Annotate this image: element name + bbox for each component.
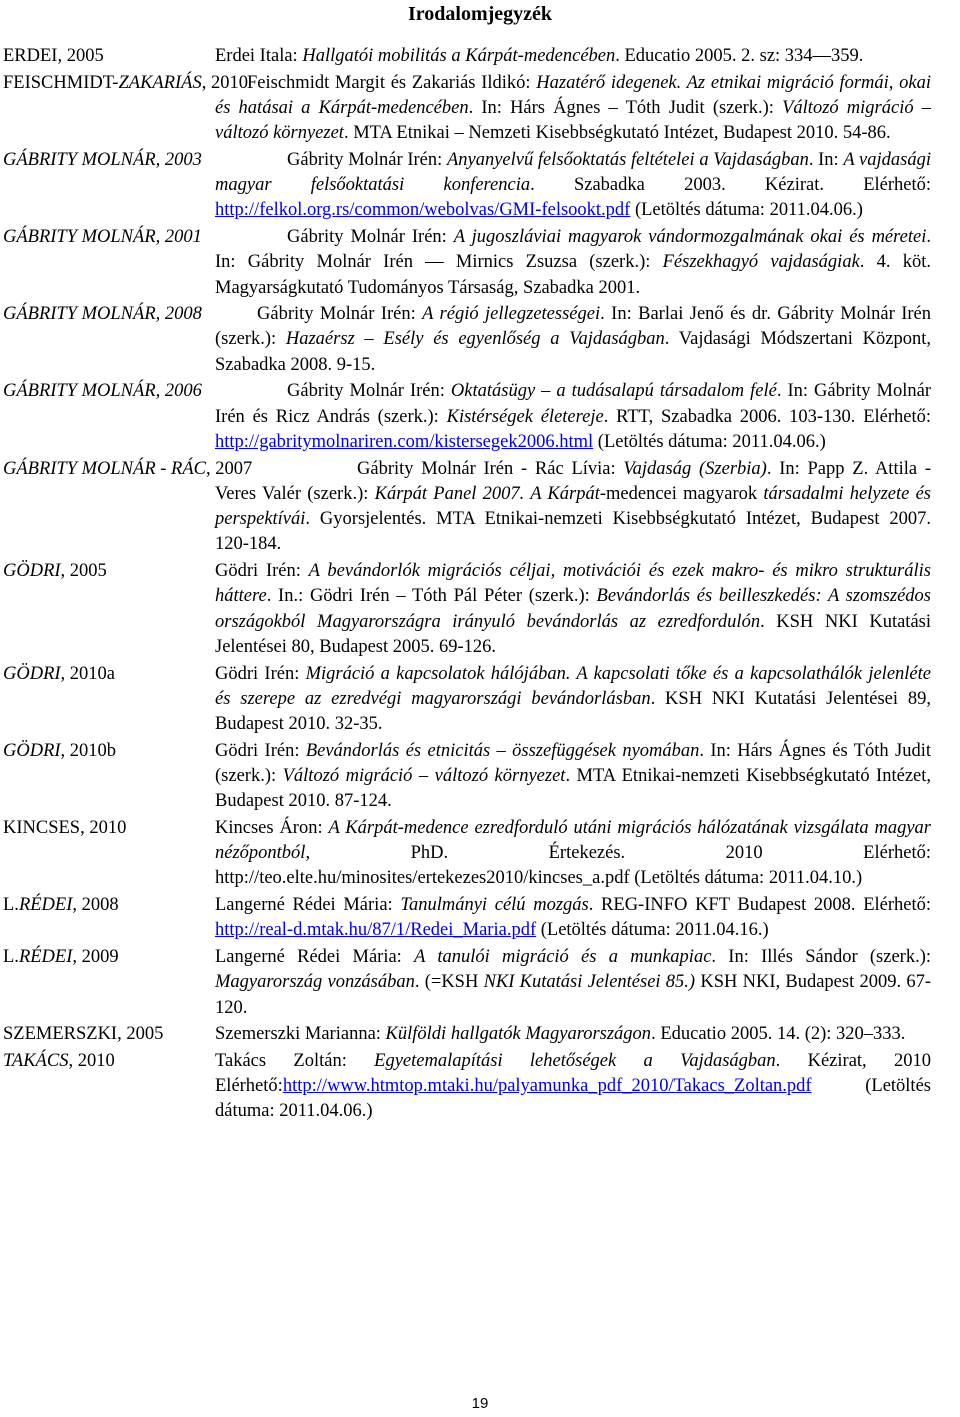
citation-text: (Letöltés dátuma: 2011.04.06.)	[215, 1076, 931, 1122]
entry-citation	[215, 44, 931, 69]
page-title: Irodalomjegyzék	[407, 3, 553, 25]
citation-text: (Letöltés dátuma: 2011.04.06.)	[593, 431, 826, 452]
citation-title: Anyanyelvű felsőoktatás feltételei a Vajdaságban	[446, 149, 809, 170]
entry-key-part: , 2010	[201, 72, 248, 93]
bibliography-entry	[0, 893, 960, 944]
entry-key-part: SZEMERSZKI, 2005	[3, 1024, 164, 1045]
citation-text: Gábrity Molnár Irén:	[257, 304, 423, 325]
citation-text: Szemerszki Marianna:	[215, 1024, 386, 1045]
page-number: 19	[471, 1395, 489, 1412]
citation-link[interactable]: http://real-d.mtak.hu/87/1/Redei_Maria.pdf	[215, 920, 537, 941]
citation-title: Egyetemalapítási lehetőségek a Vajdaságban	[374, 1050, 776, 1071]
citation-title: . A kapcsolati tőke és a kapcsolathálók jelenléte és szerepe az ezredvégi magyarországi bevándorlásban	[215, 663, 931, 709]
citation-text: , PhD. Értekezés. 2010 Elérhető: http://teo.elte.hu/minosites/ertekezes2010/kincses_a.pdf (Letöltés dátuma: 2011.04.10.)	[215, 843, 931, 889]
citation-title: A régió jellegzetességei	[422, 304, 601, 325]
entry-key-part: GÁBRITY MOLNÁR, 2001	[3, 226, 202, 247]
citation-text: Langerné Rédei Mária:	[215, 946, 415, 967]
entry-key	[3, 739, 116, 764]
citation-text: . Kézirat, 2010 Elérhető:	[215, 1050, 931, 1097]
entry-key	[3, 662, 115, 687]
entry-key	[3, 893, 119, 918]
bibliography-entry	[0, 662, 960, 738]
entry-key-part: GÖDRI	[3, 740, 61, 761]
entry-key-part: ERDEI, 2005	[3, 46, 104, 66]
citation-text: . RTT, Szabadka 2006. 103-130. Elérhető:	[603, 406, 931, 427]
citation-text: . (=KSH	[414, 972, 484, 993]
bibliography-entry	[0, 945, 960, 1021]
bibliography-entry	[0, 225, 960, 301]
citation-text: Gábrity Molnár Irén:	[287, 381, 451, 402]
citation-title: A bevándorlók migrációs céljai, motivációi és ezek makro- és mikro strukturális háttere	[215, 561, 931, 607]
citation-title: Változó migráció – változó környezet	[282, 765, 566, 786]
citation-text: Gödri Irén:	[215, 740, 306, 761]
entry-citation	[215, 71, 931, 147]
citation-text: . In: Hárs Ágnes – Tóth Judit (szerk.):	[468, 97, 783, 118]
citation-text: . In: Gábrity Molnár Irén — Mirnics Zsuzsa (szerk.):	[215, 226, 931, 273]
citation-text: . Educatio 2005. 14. (2): 320–333.	[651, 1024, 906, 1045]
citation-link[interactable]: http://www.htmtop.mtaki.hu/palyamunka_pdf_2010/Takacs_Zoltan.pdf	[282, 1076, 812, 1097]
citation-title: Kistérségek életereje	[446, 406, 604, 427]
entry-key-part: L.	[3, 895, 19, 916]
citation-title: társadalmi helyzete és perspektívái	[215, 483, 931, 530]
entry-key-part: GÖDRI	[3, 561, 61, 582]
citation-text: Gábrity Molnár Irén:	[287, 226, 454, 247]
entry-citation	[215, 225, 931, 301]
entry-key-part: KINCSES, 2010	[3, 817, 127, 838]
bibliography-entry	[0, 739, 960, 815]
citation-title: Külföldi hallgatók Magyarországon	[385, 1024, 652, 1045]
bibliography-entry	[0, 457, 960, 558]
citation-title: Változó migráció – változó környezet	[215, 97, 931, 144]
entry-key	[3, 379, 202, 404]
entry-key-part: GÁBRITY MOLNÁR, 2006	[3, 381, 202, 402]
citation-text: Takács Zoltán:	[215, 1050, 375, 1071]
entry-key	[3, 816, 126, 841]
entry-key-part: GÁBRITY MOLNÁR, 2003	[3, 149, 202, 170]
entry-citation	[215, 1049, 931, 1125]
citation-title: Hazaérsz – Esély és egyenlőség a Vajdaságban	[285, 329, 665, 350]
bibliography-entry	[0, 379, 960, 455]
citation-text: . In: Barlai Jenő és dr. Gábrity Molnár Irén (szerk.):	[215, 304, 931, 350]
citation-text: Gödri Irén:	[215, 561, 309, 582]
entry-key	[3, 1022, 163, 1047]
entry-key	[3, 457, 252, 482]
citation-text: (Letöltés dátuma: 2011.04.16.)	[536, 920, 769, 941]
citation-title: Hazatérő idegenek. Az etnikai migráció formái, okai és hatásai a Kárpát-medencében	[215, 72, 931, 118]
bibliography-entry	[0, 302, 960, 378]
bibliography-entry	[0, 1022, 960, 1047]
entry-key-part: , 2010b	[60, 740, 117, 761]
entry-key	[3, 1049, 115, 1074]
citation-text: Gábrity Molnár Irén - Rác Lívia:	[357, 458, 624, 479]
citation-title: A jugoszláviai magyarok vándormozgalmának okai és méretei	[453, 226, 927, 247]
citation-text: . In: Papp Z. Attila - Veres Valér (szerk.):	[215, 458, 931, 504]
entry-key-part: , 2005	[60, 561, 107, 582]
entry-key-part: ZAKARIÁS	[118, 72, 202, 93]
bibliography-entry	[0, 1049, 960, 1125]
entry-key	[3, 302, 202, 327]
bibliography-entry	[0, 71, 960, 147]
citation-text: . Gyorsjelentés. MTA Etnikai-nemzeti Kisebbségkutató Intézet, Budapest 2007. 120-184.	[215, 509, 931, 555]
entry-key-part: RÉDEI	[18, 895, 73, 916]
entry-key-part: GÖDRI	[3, 663, 61, 684]
bibliography-entry	[0, 148, 960, 224]
citation-text: . KSH NKI Kutatási Jelentései 89, Budapest 2010. 32-35.	[215, 688, 931, 735]
entry-citation	[215, 302, 931, 378]
citation-text: . In: Hárs Ágnes és Tóth Judit (szerk.):	[215, 740, 931, 786]
citation-text: . In.: Gödri Irén – Tóth Pál Péter (szerk.):	[266, 586, 597, 607]
citation-text: Langerné Rédei Mária:	[215, 895, 401, 916]
citation-text: . 4. köt. Magyarságkutató Tudományos Társaság, Szabadka 2001.	[215, 252, 931, 298]
citation-title: Bevándorlás és etnicitás – összefüggések nyomában	[305, 740, 700, 761]
entry-citation	[215, 559, 931, 660]
citation-text: . MTA Etnikai-nemzeti Kisebbségkutató Intézet, Budapest 2010. 87-124.	[215, 765, 932, 812]
entry-citation	[215, 945, 931, 1021]
entry-citation	[215, 816, 931, 892]
citation-title: A tanulói migráció és a munkapiac	[414, 946, 712, 967]
citation-text: . Szabadka 2003. Kézirat. Elérhető:	[530, 175, 931, 196]
citation-title: Fészekhagyó vajdaságiak	[662, 252, 860, 273]
citation-text: medencei magyarok	[606, 483, 764, 504]
citation-title: Kárpát Panel 2007. A Kárpát-	[374, 483, 607, 504]
entry-key-part: GÁBRITY MOLNÁR, 2008	[3, 304, 202, 325]
entry-key	[3, 559, 107, 584]
citation-title: Magyarország vonzásában	[215, 972, 415, 993]
entry-citation	[215, 662, 931, 738]
citation-link[interactable]: http://felkol.org.rs/common/webolvas/GMI-felsookt.pdf	[215, 200, 631, 221]
entry-key-part: , 2010a	[60, 663, 116, 684]
entry-key	[3, 44, 104, 69]
entry-citation	[215, 148, 931, 224]
entry-citation	[215, 379, 931, 455]
citation-text: . REG-INFO KFT Budapest 2008. Elérhető:	[588, 895, 932, 916]
entry-key-part: L.	[3, 946, 19, 967]
entry-key-part: , 2008	[72, 895, 119, 916]
citation-title: A Kárpát-medence ezredforduló utáni migrációs hálózatának vizsgálata magyar nézőpontból	[215, 817, 931, 864]
citation-text: Kincses Áron:	[215, 817, 329, 838]
entry-key-part: RÉDEI	[18, 946, 73, 967]
citation-text: . MTA Etnikai – Nemzeti Kisebbségkutató Intézet, Budapest 2010. 54-86.	[343, 123, 891, 144]
entry-key	[3, 225, 202, 250]
entry-citation	[215, 893, 931, 944]
citation-text: . Educatio 2005. 2. sz: 334—359.	[615, 46, 864, 66]
citation-text: Erdei Itala:	[215, 46, 303, 66]
citation-text: Gábrity Molnár Irén:	[287, 149, 447, 170]
citation-title: Migráció a kapcsolatok hálójában	[305, 663, 566, 684]
entry-key-part: , 2007	[205, 458, 253, 479]
citation-title: Vajdaság (Szerbia)	[623, 458, 767, 479]
bibliography-entry	[0, 559, 960, 660]
citation-text: . KSH NKI Kutatási Jelentései 80, Budapest 2005. 69-126.	[215, 611, 931, 657]
entry-citation	[215, 1022, 931, 1047]
citation-text: . Vajdasági Módszertani Központ, Szabadka 2008. 9-15.	[215, 329, 931, 375]
entry-key	[3, 945, 119, 970]
entry-key-part: FEISCHMIDT-	[3, 72, 119, 93]
citation-text: (Letöltés dátuma: 2011.04.06.)	[630, 200, 863, 221]
citation-title: NKI Kutatási Jelentései 85.)	[483, 972, 696, 993]
citation-text: Feischmidt Margit és Zakariás Ildikó:	[247, 72, 537, 93]
citation-link[interactable]: http://gabritymolnariren.com/kistersegek2006.html	[215, 431, 594, 452]
citation-title: Bevándorlás és beilleszkedés: A szomszédos országokból Magyarországra irányuló bevándorlás az ezredfordulón	[215, 586, 931, 632]
bibliography-entry	[0, 816, 960, 892]
citation-title: Hallgatói mobilitás a Kárpát-medencében	[302, 46, 616, 66]
entry-key	[3, 148, 202, 173]
citation-text: . In: Illés Sándor (szerk.):	[711, 946, 931, 967]
entry-key	[3, 71, 248, 96]
bibliography-list	[0, 44, 960, 1126]
entry-key-part: GÁBRITY MOLNÁR - RÁC	[3, 458, 206, 479]
citation-text: . In:	[808, 149, 844, 170]
entry-citation	[215, 457, 931, 558]
citation-text: Gödri Irén:	[215, 663, 306, 684]
entry-key-part: , 2010	[68, 1050, 115, 1071]
entry-key-part: , 2009	[72, 946, 119, 967]
citation-title: A vajdasági magyar felsőoktatási konferencia	[215, 149, 931, 196]
entry-citation	[215, 739, 931, 815]
citation-text: KSH NKI, Budapest 2009. 67-120.	[215, 972, 931, 1018]
entry-key-part: TAKÁCS	[3, 1050, 69, 1071]
citation-title: Oktatásügy – a tudásalapú társadalom felé	[450, 381, 777, 402]
bibliography-entry	[0, 44, 960, 69]
citation-text: . In: Gábrity Molnár Irén és Ricz András (szerk.):	[215, 381, 931, 427]
citation-title: Tanulmányi célú mozgás	[400, 895, 589, 916]
